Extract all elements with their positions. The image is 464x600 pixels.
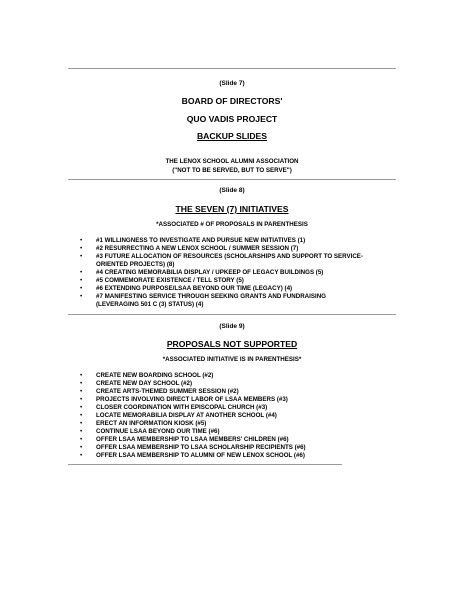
bullet-icon: • — [80, 245, 83, 252]
initiative-item-text: #1 WILLINGNESS TO INVESTIGATE AND PURSUE NEW INITIATIVES (1) — [96, 237, 306, 244]
initiative-item-text: #5 COMMEMORATE EXISTENCE / TELL STORY (5) — [96, 277, 244, 284]
proposal-item-text: PROJECTS INVOLVING DIRECT LABOR OF LSAA MEMBERS (#3) — [96, 396, 288, 403]
initiative-item-text: #7 MANIFESTING SERVICE THROUGH SEEKING GRANTS AND FUNDRAISING — [96, 293, 326, 300]
proposal-item — [80, 372, 398, 380]
bullet-icon: • — [80, 396, 83, 403]
slide7-label: (Slide 7) — [219, 80, 245, 87]
proposal-item — [80, 412, 398, 420]
slide7-title-backup: BACKUP SLIDES — [196, 131, 268, 141]
slide9-subtitle: *ASSOCIATED INITIATIVE IS IN PARENTHESIS* — [162, 356, 302, 363]
bullet-icon: • — [80, 285, 83, 292]
divider-bottom — [68, 464, 342, 465]
bullet-icon: • — [80, 452, 83, 459]
slide7-title-board: BOARD OF DIRECTORS' — [181, 96, 283, 106]
initiative-item — [80, 237, 398, 245]
slide8-title: THE SEVEN (7) INITIATIVES — [175, 204, 289, 214]
proposal-item — [80, 452, 398, 460]
initiative-item-text: #2 RESURRECTING A NEW LENOX SCHOOL / SUMMER SESSION (7) — [96, 245, 299, 252]
initiative-item — [80, 285, 398, 293]
initiative-item-text: (LEVERAGING 501 C (3) STATUS) (4) — [96, 301, 204, 308]
bullet-icon: • — [80, 436, 83, 443]
initiative-item-text: #4 CREATING MEMORABILIA DISPLAY / UPKEEP OF LEGACY BUILDINGS (5) — [96, 269, 324, 276]
bullet-icon: • — [80, 444, 83, 451]
proposal-item — [80, 420, 398, 428]
proposal-item — [80, 404, 398, 412]
initiative-item — [80, 293, 398, 309]
initiative-item-text: #3 FUTURE ALLOCATION OF RESOURCES (SCHOLARSHIPS AND SUPPORT TO SERVICE- — [96, 253, 363, 260]
initiative-item — [80, 253, 398, 269]
proposal-item — [80, 428, 398, 436]
slide9-proposals-list — [80, 372, 398, 460]
proposal-item-text: CLOSER COORDINATION WITH EPISCOPAL CHURCH (#3) — [96, 404, 268, 411]
bullet-icon: • — [80, 237, 83, 244]
initiative-item — [80, 277, 398, 285]
bullet-icon: • — [80, 269, 83, 276]
bullet-icon: • — [80, 372, 83, 379]
proposal-item-text: LOCATE MEMORABILIA DISPLAY AT ANOTHER SCHOOL (#4) — [96, 412, 277, 419]
divider-slide8 — [68, 314, 396, 315]
slide9-label: (Slide 9) — [219, 323, 245, 330]
slide9-title: PROPOSALS NOT SUPPORTED — [166, 339, 298, 349]
initiative-item — [80, 269, 398, 277]
proposal-item — [80, 396, 398, 404]
divider-slide7 — [68, 179, 396, 180]
proposal-item-text: OFFER LSAA MEMBERSHIP TO LSAA MEMBERS' CHILDREN (#6) — [96, 436, 289, 443]
proposal-item-text: ERECT AN INFORMATION KIOSK (#5) — [96, 420, 207, 427]
proposal-item-text: OFFER LSAA MEMBERSHIP TO ALUMNI OF NEW LENOX SCHOOL (#6) — [96, 452, 305, 459]
slide8-initiatives-list — [80, 237, 398, 309]
proposal-item-text: CONTINUE LSAA BEYOND OUR TIME (#6) — [96, 428, 220, 435]
proposal-item — [80, 388, 398, 396]
bullet-icon: • — [80, 253, 83, 260]
bullet-icon: • — [80, 380, 83, 387]
bullet-icon: • — [80, 404, 83, 411]
proposal-item — [80, 436, 398, 444]
bullet-icon: • — [80, 420, 83, 427]
bullet-icon: • — [80, 277, 83, 284]
initiative-item-text: ORIENTED PROJECTS) (8) — [96, 261, 175, 268]
initiative-item-text: #6 EXTENDING PURPOSE/LSAA BEYOND OUR TIME (LEGACY) (4) — [96, 285, 293, 292]
proposal-item — [80, 380, 398, 388]
slide7-title-project: QUO VADIS PROJECT — [186, 114, 278, 124]
slide7-motto: ("NOT TO BE SERVED, BUT TO SERVE") — [172, 167, 292, 174]
slide7-org-name: THE LENOX SCHOOL ALUMNI ASSOCIATION — [165, 158, 299, 165]
initiative-item — [80, 245, 398, 253]
proposal-item — [80, 444, 398, 452]
proposal-item-text: OFFER LSAA MEMBERSHIP TO LSAA SCHOLARSHIP RECIPIENTS (#6) — [96, 444, 306, 451]
bullet-icon: • — [80, 412, 83, 419]
slide8-subtitle: *ASSOCIATED # OF PROPOSALS IN PARENTHESIS — [156, 221, 308, 228]
bullet-icon: • — [80, 428, 83, 435]
slide8-label: (Slide 8) — [219, 187, 245, 194]
divider-top — [68, 68, 396, 69]
bullet-icon: • — [80, 388, 83, 395]
bullet-icon: • — [80, 293, 83, 300]
proposal-item-text: CREATE ARTS-THEMED SUMMER SESSION (#2) — [96, 388, 239, 395]
proposal-item-text: CREATE NEW DAY SCHOOL (#2) — [96, 380, 193, 387]
proposal-item-text: CREATE NEW BOARDING SCHOOL (#2) — [96, 372, 214, 379]
